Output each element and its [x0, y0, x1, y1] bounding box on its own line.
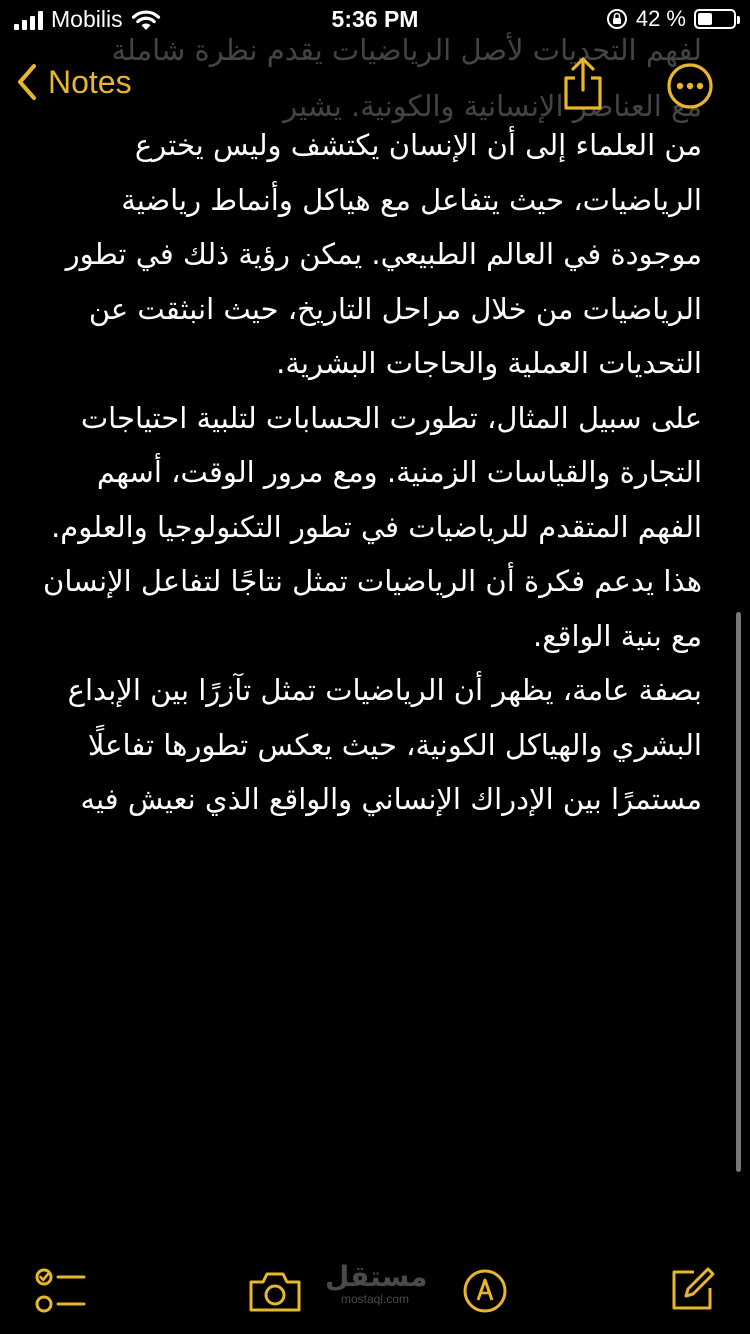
clock: 5:36 PM — [331, 6, 419, 32]
watermark — [325, 1260, 428, 1306]
battery-fill — [698, 13, 712, 25]
ghost-line: مع العناصر الإنسانية والكونية. يشير — [283, 89, 702, 123]
ghost-line: لفهم التحديات لأصل الرياضيات يقدم نظرة شاملة — [111, 33, 702, 67]
carrier-name: Mobilis — [51, 6, 123, 32]
share-icon[interactable] — [560, 56, 606, 112]
checklist-icon[interactable] — [34, 1268, 88, 1314]
note-body[interactable] — [42, 118, 702, 827]
orientation-lock-icon — [606, 8, 628, 30]
compose-icon[interactable] — [670, 1266, 716, 1312]
note-paragraph: من العلماء إلى أن الإنسان يكتشف وليس يخترع الرياضيات، حيث يتفاعل مع هياكل وأنماط رياضية موجودة في العالم الطبيعي. يمكن رؤية ذلك في تطور الرياضيات من خلال مراحل التاريخ، حيث انبثقت عن التحديات العملية والحاجات البشرية. — [65, 128, 702, 380]
note-paragraph: بصفة عامة، يظهر أن الرياضيات تمثل تآزرًا بين الإبداع البشري والهياكل الكونية، حيث يعكس تطورها تفاعلًا مستمرًا بين الإدراك الإنساني والواقع الذي نعيش فيه — [67, 673, 702, 816]
scroll-indicator[interactable] — [736, 612, 741, 1172]
status-right — [606, 6, 736, 32]
watermark-main: مستقل — [325, 1260, 428, 1293]
camera-icon[interactable] — [247, 1270, 303, 1314]
battery-icon — [694, 9, 736, 29]
more-options-icon[interactable] — [666, 62, 714, 110]
back-label: Notes — [48, 63, 132, 100]
status-bar — [0, 0, 750, 40]
battery-percent: 42 % — [635, 6, 686, 31]
note-paragraph: على سبيل المثال، تطورت الحسابات لتلبية احتياجات التجارة والقياسات الزمنية. ومع مرور الوقت، أسهم الفهم المتقدم للرياضيات في تطور التكنولوجيا والعلوم. هذا يدعم فكرة أن الرياضيات تمثل نتاجًا لتفاعل الإنسان مع بنية الواقع. — [43, 400, 702, 653]
nav-bar — [0, 50, 750, 122]
chevron-left-icon — [14, 62, 40, 102]
watermark-sub: mostaql.com — [340, 1292, 410, 1306]
markup-icon[interactable] — [462, 1268, 508, 1314]
back-button[interactable] — [14, 62, 132, 102]
